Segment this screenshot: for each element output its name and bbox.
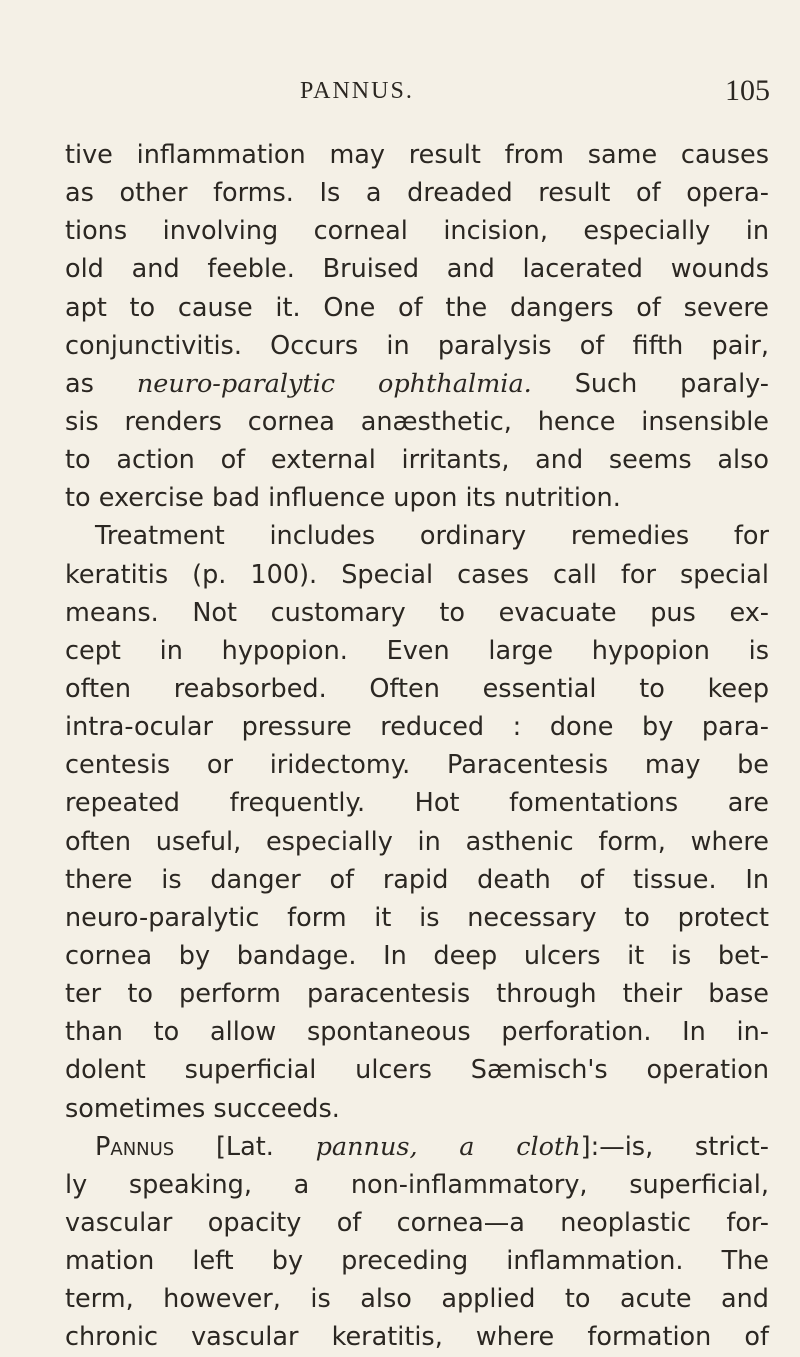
- text-line: tive inflammation may result from same causes: [65, 140, 769, 170]
- line-text: ]:—is, strict-: [580, 1131, 769, 1162]
- text-line: term, however, is also applied to acute and: [65, 1284, 769, 1315]
- text-line: conjunctivitis. Occurs in paralysis of fifth pair,: [65, 330, 769, 361]
- text-line: to exercise bad influence upon its nutrition.: [65, 483, 621, 514]
- text-line: as other forms. Is a dreaded result of opera-: [65, 178, 769, 209]
- text-line: often useful, especially in asthenic form, where: [65, 826, 769, 857]
- text-line: dolent superficial ulcers Sæmisch's operation: [65, 1055, 769, 1086]
- text-line: there is danger of rapid death of tissue. In: [65, 864, 769, 895]
- running-title: PANNUS.: [300, 78, 414, 104]
- line-text: as: [65, 368, 137, 399]
- italic-term: neuro-paralytic ophthalmia.: [136, 368, 532, 399]
- text-line: intra-ocular pressure reduced : done by para-: [65, 712, 769, 743]
- text-line: sometimes succeeds.: [65, 1093, 340, 1124]
- text-line: sis renders cornea anæsthetic, hence insensible: [65, 406, 769, 437]
- text-line: [65, 365, 769, 403]
- text-line: old and feeble. Bruised and lacerated wounds: [65, 254, 769, 285]
- text-line: to action of external irritants, and seems also: [65, 445, 769, 476]
- body-text: [65, 136, 769, 1357]
- line-text: [Lat.: [174, 1131, 316, 1162]
- italic-etymology: pannus, a cloth: [315, 1131, 581, 1162]
- text-line: tions involving corneal incision, especially in: [65, 216, 769, 247]
- text-line: chronic vascular keratitis, where formation of: [65, 1322, 769, 1353]
- text-line: ter to perform paracentesis through their base: [65, 979, 769, 1010]
- text-line: repeated frequently. Hot fomentations are: [65, 788, 769, 819]
- entry-term: Pannus: [95, 1131, 175, 1162]
- text-line: vascular opacity of cornea—a neoplastic for-: [65, 1207, 769, 1238]
- text-line: means. Not customary to evacuate pus ex-: [65, 597, 769, 628]
- paragraph-start-line: Treatment includes ordinary remedies for: [95, 521, 769, 552]
- text-line: ly speaking, a non-inflammatory, superficial,: [65, 1169, 769, 1200]
- line-text: Such paraly-: [531, 368, 769, 399]
- page-header: [0, 72, 800, 112]
- text-line: centesis or iridectomy. Paracentesis may be: [65, 750, 769, 781]
- text-line: cept in hypopion. Even large hypopion is: [65, 635, 769, 666]
- text-line: apt to cause it. One of the dangers of severe: [65, 292, 769, 323]
- entry-heading-line: [65, 1128, 769, 1166]
- text-line: cornea by bandage. In deep ulcers it is bet-: [65, 940, 769, 971]
- page-number: 105: [725, 74, 770, 107]
- text-line: than to allow spontaneous perforation. In in-: [65, 1017, 769, 1048]
- text-line: neuro-paralytic form it is necessary to protect: [65, 902, 769, 933]
- text-line: often reabsorbed. Often essential to keep: [65, 673, 769, 704]
- text-line: keratitis (p. 100). Special cases call for special: [65, 559, 769, 590]
- text-line: mation left by preceding inflammation. The: [65, 1246, 769, 1277]
